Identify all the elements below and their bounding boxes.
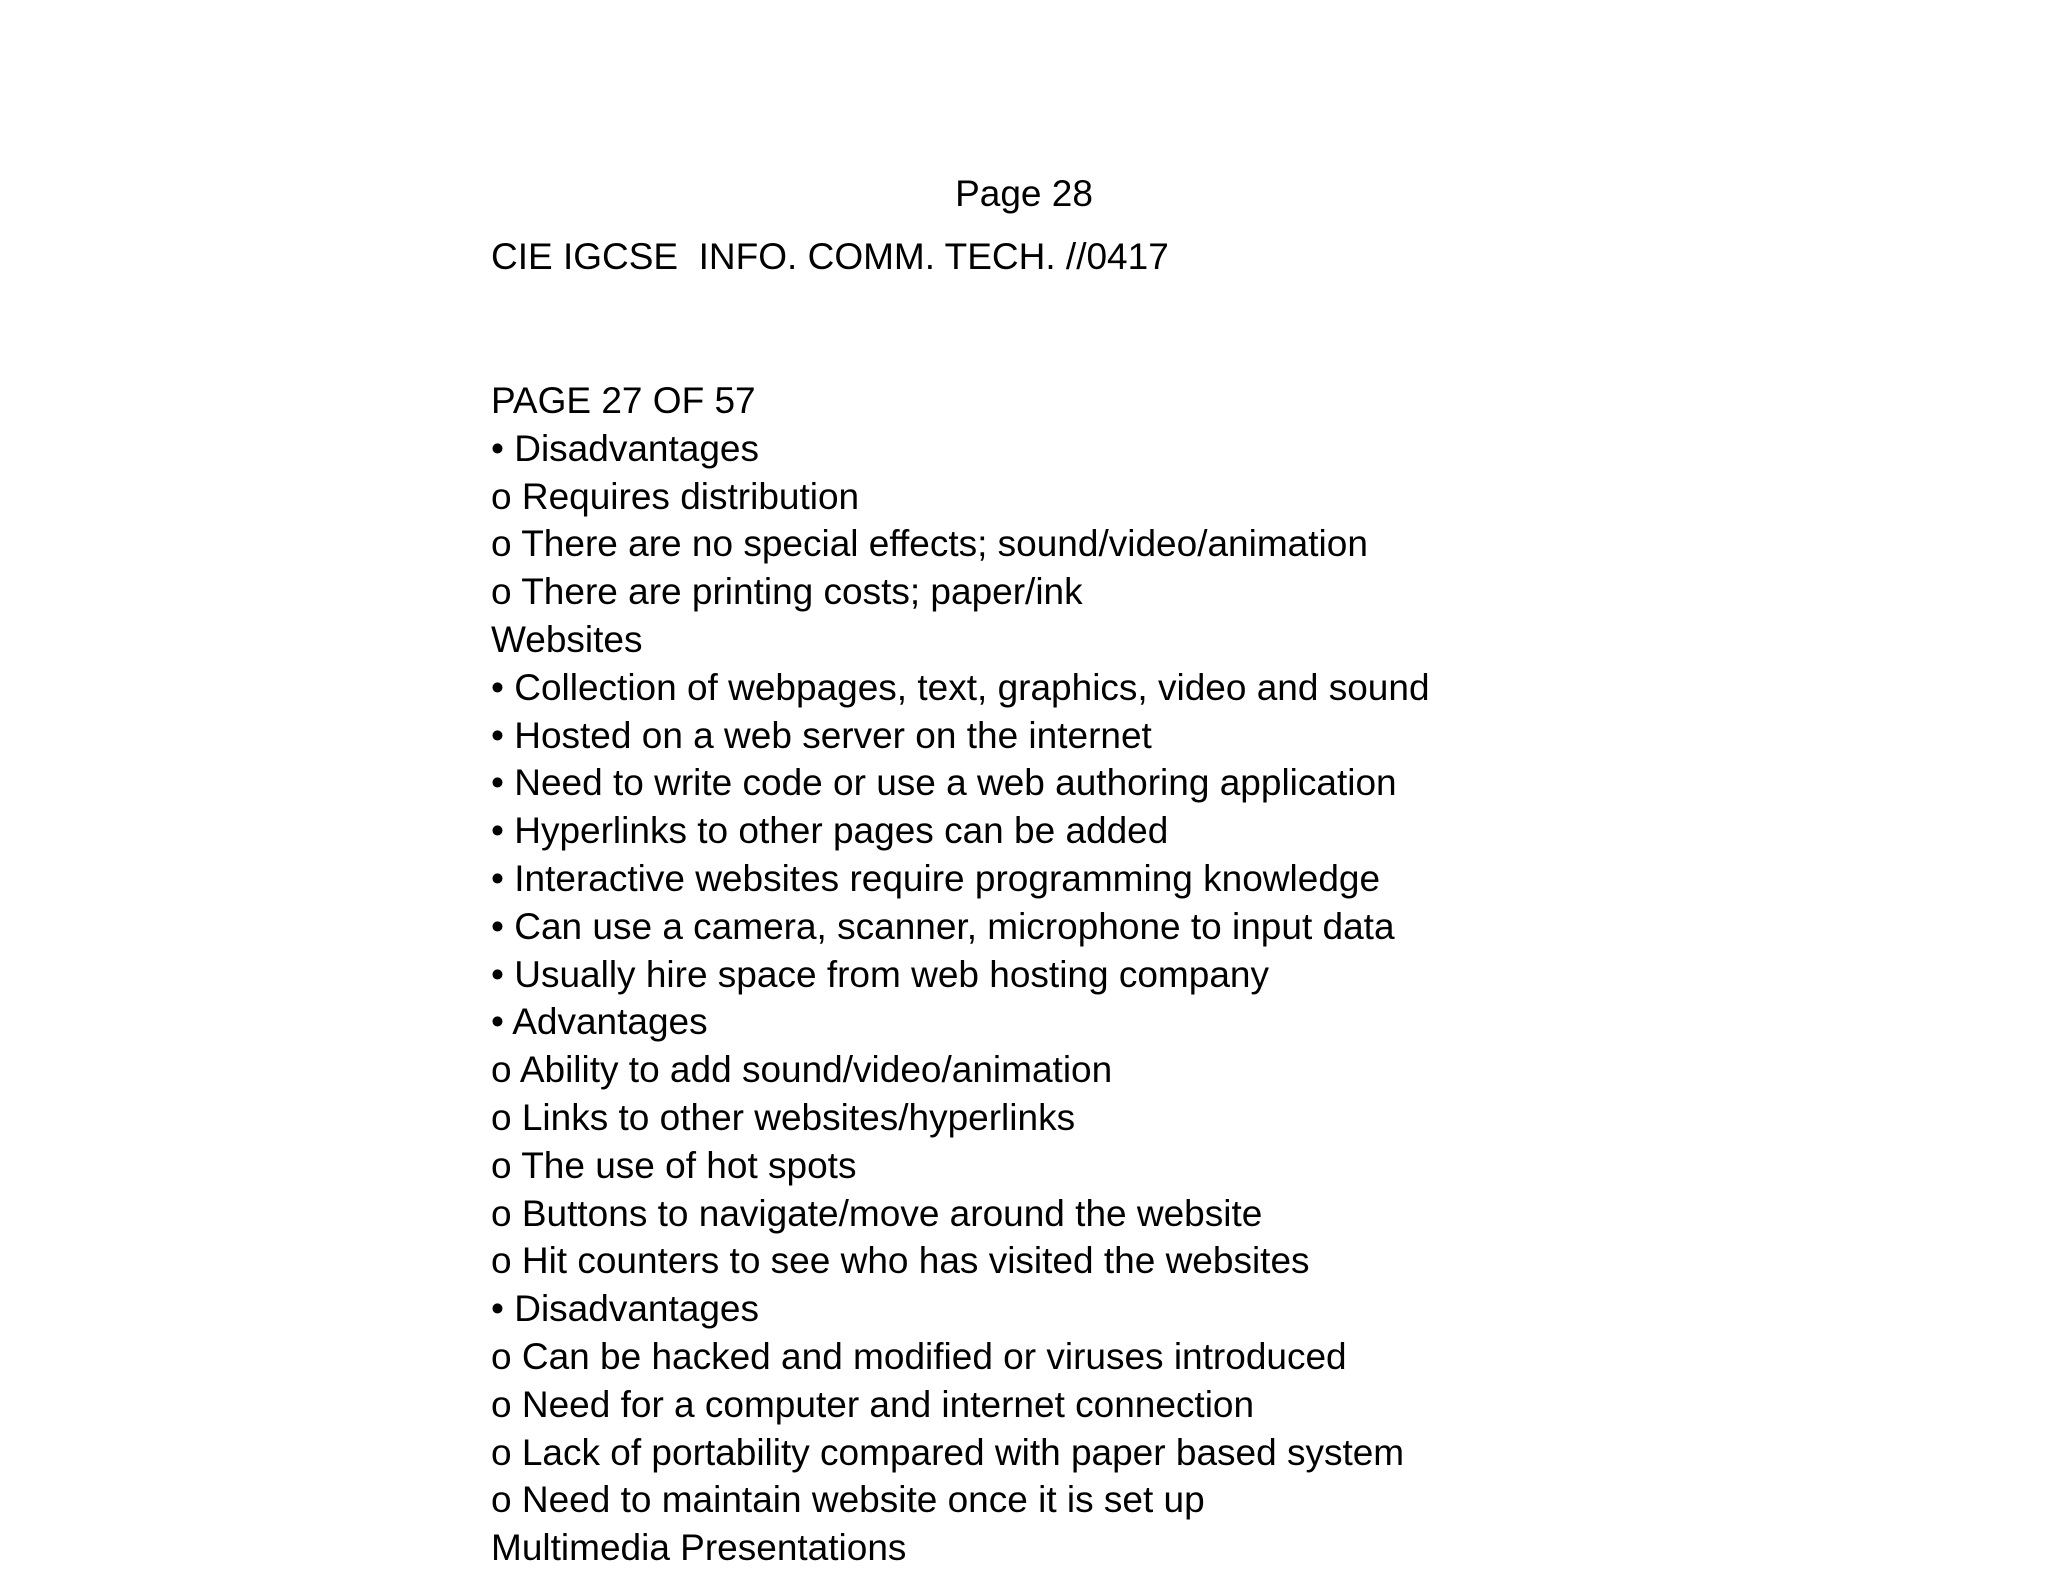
list-item: o Buttons to navigate/move around the website	[491, 1192, 1263, 1234]
list-item: • Hosted on a web server on the internet	[491, 714, 1152, 756]
page-number: Page 28	[955, 173, 1093, 214]
document-body	[491, 378, 1430, 1573]
page-count-line: PAGE 27 OF 57	[491, 380, 756, 421]
list-item: o There are printing costs; paper/ink	[491, 571, 1083, 613]
section-heading: Websites	[491, 618, 643, 660]
list-item: • Hyperlinks to other pages can be added	[491, 810, 1169, 852]
list-item: o The use of hot spots	[491, 1144, 857, 1186]
list-item: o Can be hacked and modified or viruses introduced	[491, 1335, 1347, 1377]
list-item: o Need for a computer and internet connection	[491, 1383, 1255, 1425]
list-item: • Interactive websites require programming knowledge	[491, 857, 1381, 899]
document-header: CIE IGCSE INFO. COMM. TECH. //0417	[491, 236, 1169, 277]
list-item: o Ability to add sound/video/animation	[491, 1049, 1113, 1091]
list-item: • Need to write code or use a web authoring application	[491, 762, 1397, 804]
list-item: o There are no special effects; sound/video/animation	[491, 523, 1368, 565]
list-item: • Collection of webpages, text, graphics, video and sound	[491, 666, 1430, 708]
list-item: o Hit counters to see who has visited the websites	[491, 1240, 1310, 1282]
list-item: • Disadvantages	[491, 1288, 759, 1330]
list-item: o Requires distribution	[491, 475, 860, 517]
list-item: • Advantages	[491, 1001, 708, 1043]
list-item: o Lack of portability compared with paper based system	[491, 1431, 1405, 1473]
section-heading: Multimedia Presentations	[491, 1527, 907, 1569]
list-item: • Can use a camera, scanner, microphone to input data	[491, 905, 1395, 947]
list-item: • Disadvantages	[491, 427, 759, 469]
list-item: • Usually hire space from web hosting company	[491, 953, 1269, 995]
list-item: o Need to maintain website once it is set up	[491, 1479, 1205, 1521]
list-item: o Links to other websites/hyperlinks	[491, 1096, 1076, 1138]
